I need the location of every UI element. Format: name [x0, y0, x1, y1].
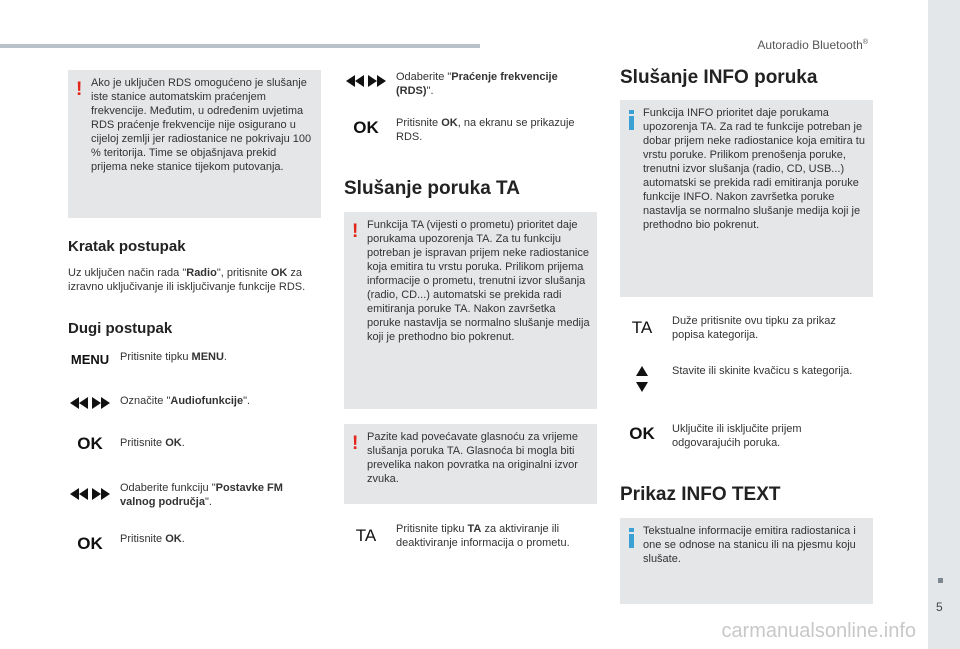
rds-warning-box: [68, 70, 321, 218]
rds-warning-text: Ako je uključen RDS omogućeno je slušanje iste stanice automatskim praćenjem frekvencije. Međutim, u određenim uvjetima RDS praćenje frekvencije nije osigurano u cijeloj zemlji jer radiostanice ne pokrivaju 100 % teritorija. Time se objašnjava prekid prijema neke stanice tijekom putovanja.: [91, 77, 312, 173]
left-right-arrows-icon: [66, 485, 114, 503]
short-procedure-text: Uz uključen način rada "Radio", pritisnite OK za izravno uključivanje ili isključivanje funkcije RDS.: [68, 267, 306, 293]
volume-warning-text: Pazite kad povećavate glasnoću za vrijeme slušanja poruka TA. Glasnoća bi mogla biti prevelika nakon povratka na originalni izvor zvuka.: [367, 431, 578, 485]
info-text-box: [620, 518, 873, 604]
info-text-box-text: Tekstualne informacije emitira radiostanica i one se odnose na stanicu ili na pjesmu koju slušate.: [643, 525, 856, 565]
info-box-text: Funkcija INFO prioritet daje porukama upozorenja TA. Za rad te funkcije potreban je dobar prijem neke radiostanice koja emitira tu vrstu poruke. Prilikom prenošenja poruke, trenutni izvor slušanja (radio, CD, USB...) automatski se prekida radi emitiranja poruke funkcije INFO. Nakon završetka poruke nastavlja se normalno slušanje medija koji je prethodno bio pokrenut.: [643, 107, 865, 231]
section-title: Autoradio Bluetooth®: [757, 38, 868, 52]
ta-key-symbol: TA: [631, 318, 653, 337]
step-text: Pritisnite OK.: [120, 533, 185, 545]
step-text: Odaberite funkciju "Postavke FM valnog područja".: [120, 482, 283, 508]
step-text: Označite "Audiofunkcije".: [120, 395, 251, 407]
step-text: Uključite ili isključite prijem odgovarajućih poruka.: [672, 423, 802, 449]
left-right-arrows-icon: [66, 394, 114, 412]
info-box: [620, 100, 873, 297]
step-text: Stavite ili skinite kvačicu s kategorija.: [672, 365, 853, 377]
ok-key-symbol: OK: [77, 534, 103, 553]
info-text-heading: Prikaz INFO TEXT: [620, 484, 781, 505]
warning-icon: !: [352, 433, 359, 454]
up-down-arrows-icon: [618, 366, 666, 397]
info-heading: Slušanje INFO poruka: [620, 67, 818, 88]
step-text: Pritisnite tipku MENU.: [120, 351, 227, 363]
ta-warning-text: Funkcija TA (vijesti o prometu) prioritet daje porukama upozorenja TA. Za tu funkciju potreban je ispravan prijem neke radiostanice koja emitira tu vrstu poruka. Prilikom prijema informacije o prometu, trenutni izvor slušanja (radio, CD...) automatski se prekida radi emitiranja poruke TA. Nakon završetka poruke nastavlja se normalno slušanje medija koji je prethodno bio pokrenut.: [367, 219, 590, 343]
menu-key-symbol: MENU: [70, 352, 110, 367]
step-text: Pritisnite OK, na ekranu se prikazuje RDS.: [396, 117, 575, 143]
watermark: carmanualsonline.info: [721, 620, 916, 642]
volume-warning-box: [344, 424, 597, 504]
info-icon: [629, 528, 634, 548]
warning-icon: !: [352, 221, 359, 242]
step-text: Pritisnite tipku TA za aktiviranje ili deaktiviranje informacija o prometu.: [396, 523, 570, 549]
step-text: Pritisnite OK.: [120, 437, 185, 449]
page-number: 5: [936, 600, 943, 614]
ok-key-symbol: OK: [353, 118, 379, 137]
ok-key-symbol: OK: [77, 434, 103, 453]
step-text: Odaberite "Praćenje frekvencije (RDS)".: [396, 71, 558, 97]
info-icon: [629, 110, 634, 130]
page-sidebar: [928, 0, 960, 649]
warning-icon: !: [76, 79, 83, 100]
section-marker: [938, 578, 943, 583]
left-right-arrows-icon: [342, 72, 390, 90]
ta-key-symbol: TA: [355, 526, 377, 545]
ta-heading: Slušanje poruka TA: [344, 178, 520, 199]
header-rule: [0, 44, 480, 48]
long-procedure-heading: Dugi postupak: [68, 320, 173, 337]
step-text: Duže pritisnite ovu tipku za prikaz popisa kategorija.: [672, 315, 836, 341]
ta-warning-box: [344, 212, 597, 409]
ok-key-symbol: OK: [629, 424, 655, 443]
short-procedure-heading: Kratak postupak: [68, 238, 186, 255]
